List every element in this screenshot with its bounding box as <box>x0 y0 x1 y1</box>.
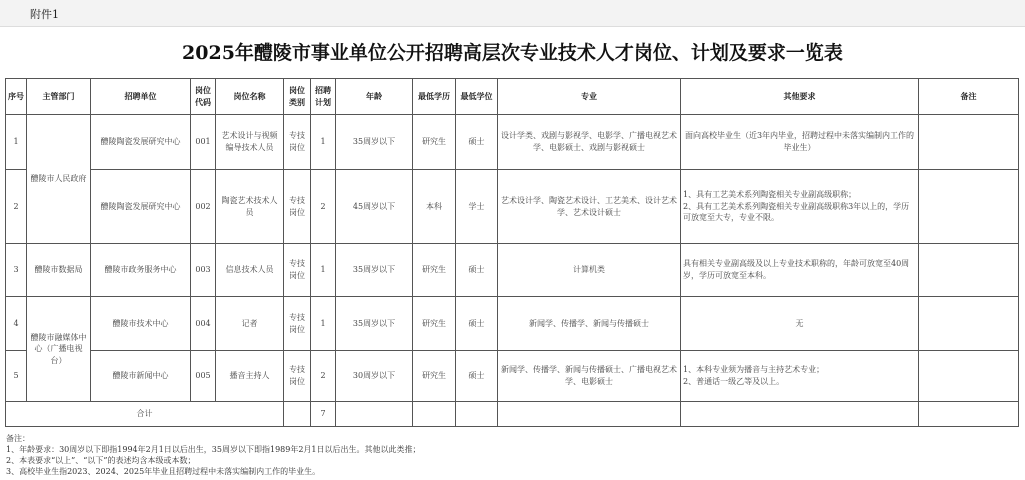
cell-no: 2 <box>6 170 27 244</box>
attachment-label: 附件1 <box>30 8 59 21</box>
cell-unit: 醴陵陶瓷发展研究中心 <box>91 170 191 244</box>
cell-other: 1、本科专业须为播音与主持艺术专业； 2、普通话一级乙等及以上。 <box>681 351 919 402</box>
cell-other: 1、具有工艺美术系列陶瓷相关专业副高级职称； 2、具有工艺美术系列陶瓷相关专业副高级职称3年以上的，学历可放宽至大专，专业不限。 <box>681 170 919 244</box>
cell-no: 4 <box>6 297 27 351</box>
header-cell: 备注 <box>919 79 1019 115</box>
cell-degree: 硕士 <box>456 351 498 402</box>
cell-no: 1 <box>6 115 27 170</box>
cell-edu: 研究生 <box>413 115 456 170</box>
cell-major: 新闻学、传播学、新闻与传播硕士 <box>498 297 681 351</box>
total-label: 合计 <box>6 402 284 427</box>
table-row <box>6 170 1019 244</box>
cell-remark <box>919 351 1019 402</box>
cell-age: 30周岁以下 <box>336 351 413 402</box>
cell-degree: 硕士 <box>456 115 498 170</box>
notes-title: 备注： <box>6 434 30 443</box>
header-cell: 最低学位 <box>456 79 498 115</box>
cell-empty <box>498 402 681 427</box>
cell-other: 具有相关专业副高级及以上专业技术职称的，年龄可放宽至40周岁，学历可放宽至本科。 <box>681 244 919 297</box>
cell-name: 艺术设计与视频编导技术人员 <box>216 115 284 170</box>
cell-name: 记者 <box>216 297 284 351</box>
header-cell: 序号 <box>6 79 27 115</box>
cell-name: 播音主持人 <box>216 351 284 402</box>
cell-major: 新闻学、传播学、新闻与传播硕士、广播电视艺术学、电影硕士 <box>498 351 681 402</box>
cell-unit: 醴陵市技术中心 <box>91 297 191 351</box>
notes <box>6 433 421 477</box>
header-cell: 主管部门 <box>27 79 91 115</box>
cell-major: 艺术设计学、陶瓷艺术设计、工艺美术、设计艺术学、艺术设计硕士 <box>498 170 681 244</box>
cell-age: 35周岁以下 <box>336 244 413 297</box>
cell-code: 005 <box>191 351 216 402</box>
cell-remark <box>919 244 1019 297</box>
header-cell: 岗位类别 <box>284 79 311 115</box>
total-plan: 7 <box>311 402 336 427</box>
header-cell: 最低学历 <box>413 79 456 115</box>
cell-degree: 硕士 <box>456 297 498 351</box>
cell-degree: 学士 <box>456 170 498 244</box>
cell-empty <box>413 402 456 427</box>
cell-edu: 本科 <box>413 170 456 244</box>
cell-edu: 研究生 <box>413 297 456 351</box>
cell-other: 面向高校毕业生（近3年内毕业，招聘过程中未落实编制内工作的毕业生） <box>681 115 919 170</box>
note-item: 3、高校毕业生指2023、2024、2025年毕业且招聘过程中未落实编制内工作的毕业生。 <box>6 467 321 476</box>
cell-empty <box>456 402 498 427</box>
page-title: 2025年醴陵市事业单位公开招聘高层次专业技术人才岗位、计划及要求一览表 <box>182 42 843 64</box>
cell-age: 35周岁以下 <box>336 115 413 170</box>
cell-empty <box>681 402 919 427</box>
cell-plan: 2 <box>311 351 336 402</box>
cell-major: 设计学类、戏剧与影视学、电影学、广播电视艺术学、电影硕士、戏剧与影视硕士 <box>498 115 681 170</box>
cell-type: 专技岗位 <box>284 244 311 297</box>
table-row <box>6 351 1019 402</box>
total-row <box>6 402 1019 427</box>
cell-edu: 研究生 <box>413 351 456 402</box>
cell-name: 陶瓷艺术技术人员 <box>216 170 284 244</box>
header-cell: 岗位名称 <box>216 79 284 115</box>
cell-type: 专技岗位 <box>284 297 311 351</box>
cell-type: 专技岗位 <box>284 351 311 402</box>
table-row <box>6 244 1019 297</box>
cell-department: 醴陵市人民政府 <box>27 115 91 244</box>
table-row <box>6 297 1019 351</box>
header-cell: 年龄 <box>336 79 413 115</box>
cell-code: 003 <box>191 244 216 297</box>
cell-empty <box>336 402 413 427</box>
table-row <box>6 115 1019 170</box>
cell-plan: 1 <box>311 115 336 170</box>
recruitment-table <box>5 78 1019 427</box>
header-cell: 招聘计划 <box>311 79 336 115</box>
header-cell: 招聘单位 <box>91 79 191 115</box>
cell-age: 45周岁以下 <box>336 170 413 244</box>
cell-empty <box>919 402 1019 427</box>
cell-unit: 醴陵陶瓷发展研究中心 <box>91 115 191 170</box>
cell-unit: 醴陵市新闻中心 <box>91 351 191 402</box>
note-item: 1、年龄要求：30周岁以下即指1994年2月1日以后出生，35周岁以下即指1989年2月1日以后出生。其他以此类推； <box>6 445 421 454</box>
cell-edu: 研究生 <box>413 244 456 297</box>
cell-no: 3 <box>6 244 27 297</box>
cell-code: 002 <box>191 170 216 244</box>
cell-plan: 2 <box>311 170 336 244</box>
top-bar <box>0 0 1025 27</box>
cell-remark <box>919 170 1019 244</box>
cell-type: 专技岗位 <box>284 170 311 244</box>
cell-department: 醴陵市数据局 <box>27 244 91 297</box>
header-cell: 岗位代码 <box>191 79 216 115</box>
cell-name: 信息技术人员 <box>216 244 284 297</box>
header-row <box>6 79 1019 115</box>
cell-no: 5 <box>6 351 27 402</box>
cell-code: 001 <box>191 115 216 170</box>
note-item: 2、本表要求“以上”、“以下”的表述均含本级或本数； <box>6 456 196 465</box>
header-cell: 专业 <box>498 79 681 115</box>
cell-major: 计算机类 <box>498 244 681 297</box>
cell-department: 醴陵市融媒体中心（广播电视台） <box>27 297 91 402</box>
cell-plan: 1 <box>311 297 336 351</box>
cell-age: 35周岁以下 <box>336 297 413 351</box>
cell-plan: 1 <box>311 244 336 297</box>
cell-type: 专技岗位 <box>284 115 311 170</box>
cell-remark <box>919 297 1019 351</box>
header-cell: 其他要求 <box>681 79 919 115</box>
cell-code: 004 <box>191 297 216 351</box>
cell-empty <box>284 402 311 427</box>
cell-remark <box>919 115 1019 170</box>
cell-unit: 醴陵市政务服务中心 <box>91 244 191 297</box>
cell-other: 无 <box>681 297 919 351</box>
cell-degree: 硕士 <box>456 244 498 297</box>
